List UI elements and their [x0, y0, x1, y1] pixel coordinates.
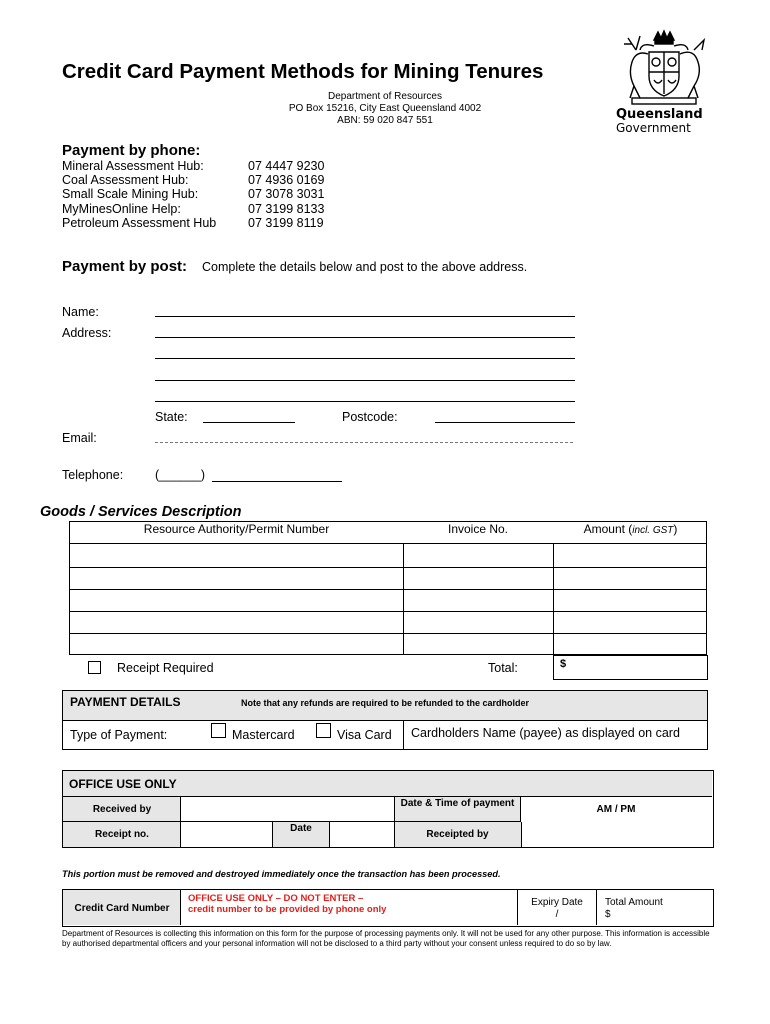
phone-label: Petroleum Assessment Hub: [62, 215, 217, 230]
phone-numbers: [248, 159, 324, 230]
address-field-line-3[interactable]: [155, 380, 575, 381]
type-of-payment-label: Type of Payment:: [70, 728, 168, 742]
telephone-area-code-field[interactable]: (______): [155, 468, 206, 482]
receipt-required-label: Receipt Required: [117, 661, 214, 675]
privacy-disclaimer: Department of Resources is collecting this information on this form for the purpose of processing payments only. It will not be used for any other purpose. This information is accessible by authorised departmental officers and your personal information will not be disclosed to a third party without your consent unless required to do so by law.: [62, 929, 710, 948]
visa-checkbox[interactable]: [316, 723, 331, 738]
name-label: Name:: [62, 305, 99, 319]
receipt-required-checkbox[interactable]: [88, 661, 101, 674]
receipt-no-label: Receipt no.: [95, 829, 149, 840]
office-use-red-note: OFFICE USE ONLY – DO NOT ENTER – credit number to be provided by phone only: [188, 893, 387, 915]
phone-label: Coal Assessment Hub:: [62, 173, 189, 188]
total-label: Total:: [488, 661, 518, 675]
logo-text-queensland: Queensland: [616, 107, 703, 122]
cardholder-name-field[interactable]: Cardholders Name (payee) as displayed on card: [411, 726, 680, 740]
receipted-by-label: Receipted by: [426, 829, 489, 840]
telephone-number-field[interactable]: [212, 481, 342, 482]
receipted-by-field[interactable]: [522, 822, 711, 847]
receipt-no-field[interactable]: [181, 822, 272, 847]
queensland-coat-of-arms-icon: [614, 28, 714, 106]
col-amount-close: ): [673, 522, 678, 536]
address-field-line-1[interactable]: [155, 337, 575, 338]
card-number-label: Credit Card Number: [74, 903, 170, 914]
office-use-box: [62, 770, 714, 848]
col-amount: [553, 522, 708, 536]
phone-labels: [62, 159, 216, 230]
col-resource-authority: Resource Authority/Permit Number: [143, 522, 330, 536]
email-label: Email:: [62, 431, 97, 445]
total-amount-currency: $: [605, 909, 611, 920]
mastercard-checkbox[interactable]: [211, 723, 226, 738]
address-line: ABN: 59 020 847 551: [337, 115, 433, 126]
payment-details-box: [62, 690, 708, 750]
col-amount-text: Amount (: [583, 522, 633, 536]
form-title: Credit Card Payment Methods for Mining Tenures: [62, 60, 544, 83]
expiry-date-separator: /: [555, 909, 559, 920]
card-number-field[interactable]: [181, 890, 517, 925]
date-label: Date: [290, 823, 312, 834]
goods-table: [69, 521, 707, 655]
col-amount-gst: incl. GST: [632, 525, 674, 536]
phone-label: Small Scale Mining Hub:: [62, 187, 199, 202]
total-currency: $: [560, 658, 567, 670]
phone-label: Mineral Assessment Hub:: [62, 159, 204, 173]
payment-by-post-heading: Payment by post:: [62, 258, 188, 275]
phone-number[interactable]: 07 3078 3031: [248, 187, 325, 202]
col-invoice-no: Invoice No.: [447, 522, 509, 536]
total-amount-field[interactable]: [605, 897, 663, 921]
payment-by-phone-heading: Payment by phone:: [62, 142, 201, 159]
total-amount-label: Total Amount: [605, 897, 663, 908]
address-line: PO Box 15216, City East Queensland 4002: [288, 103, 482, 114]
telephone-label: Telephone:: [62, 468, 124, 482]
state-field[interactable]: [203, 422, 295, 423]
address-label: Address:: [62, 326, 112, 340]
postcode-label: Postcode:: [342, 410, 398, 424]
refund-note: Note that any refunds are required to be refunded to the cardholder: [241, 698, 530, 708]
phone-number[interactable]: 07 4936 0169: [248, 173, 325, 188]
table-row[interactable]: [70, 634, 706, 655]
address-field-line-4[interactable]: [155, 401, 575, 402]
received-by-label: Received by: [92, 804, 152, 815]
phone-number[interactable]: 07 3199 8119: [248, 215, 324, 230]
total-amount-field[interactable]: [553, 655, 708, 680]
email-field[interactable]: [155, 442, 573, 443]
postcode-field[interactable]: [435, 422, 575, 423]
address-field-line-2[interactable]: [155, 358, 575, 359]
state-label: State:: [155, 410, 188, 424]
table-row[interactable]: [70, 612, 706, 633]
queensland-government-logo: [614, 28, 714, 135]
name-field[interactable]: [155, 316, 575, 317]
table-row[interactable]: [70, 590, 706, 611]
logo-text-government: Government: [616, 121, 691, 135]
date-field[interactable]: [330, 822, 394, 847]
table-row[interactable]: [70, 544, 706, 566]
office-use-heading: OFFICE USE ONLY: [69, 777, 177, 791]
visa-label: Visa Card: [337, 728, 392, 742]
expiry-date-field[interactable]: [518, 897, 596, 921]
phone-number[interactable]: 07 3199 8133: [248, 201, 325, 216]
payment-by-post-instruction: Complete the details below and post to the above address.: [202, 260, 528, 274]
destroy-warning: This portion must be removed and destroyed immediately once the transaction has been processed.: [62, 869, 501, 879]
mastercard-label: Mastercard: [232, 728, 295, 742]
am-pm-field[interactable]: AM / PM: [596, 804, 636, 815]
phone-label: MyMinesOnline Help:: [62, 201, 181, 216]
date-time-label: Date & Time of payment: [400, 798, 515, 809]
phone-number[interactable]: 07 4447 9230: [248, 159, 325, 173]
goods-services-heading: Goods / Services Description: [40, 504, 242, 520]
department-address: [235, 91, 535, 127]
table-row[interactable]: [70, 568, 706, 589]
expiry-date-label: Expiry Date: [531, 897, 583, 908]
address-line: Department of Resources: [328, 91, 442, 102]
received-by-field[interactable]: [181, 797, 394, 822]
payment-details-heading: PAYMENT DETAILS: [70, 695, 181, 709]
card-number-box: [62, 889, 714, 927]
